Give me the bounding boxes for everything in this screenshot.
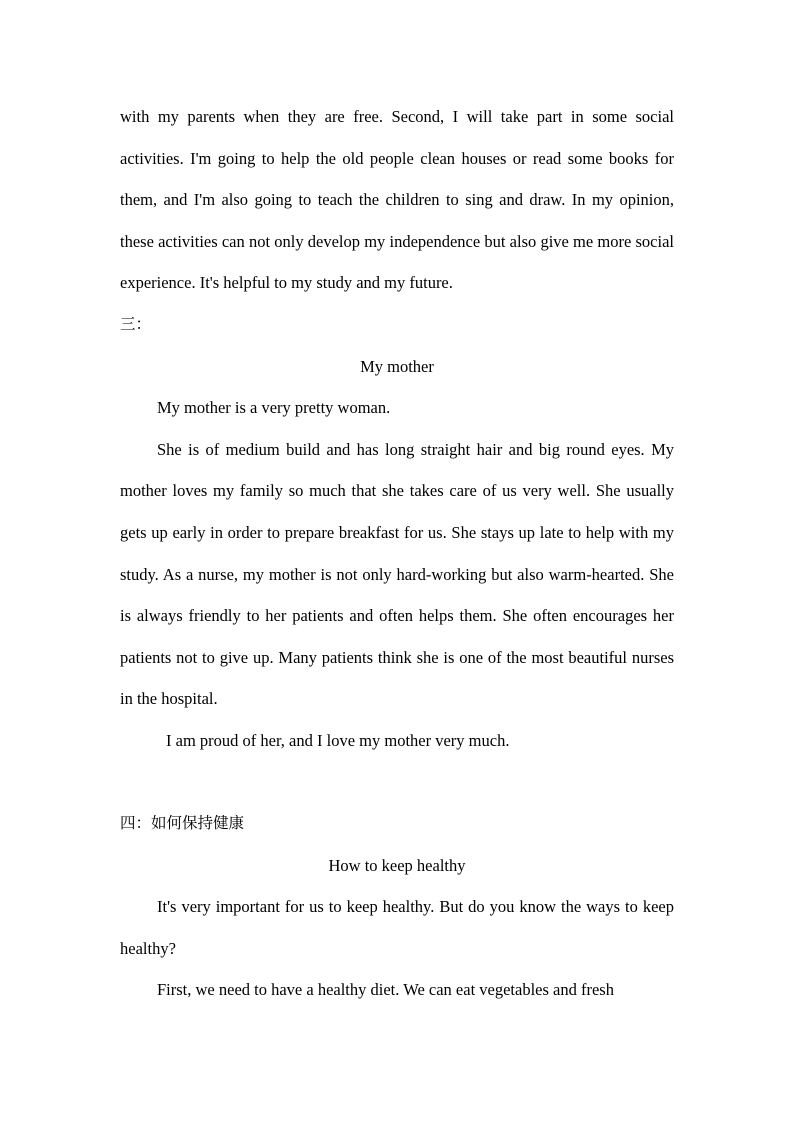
section3-paragraph-3: I am proud of her, and I love my mother very much. xyxy=(166,730,510,750)
section4-title: How to keep healthy xyxy=(328,855,466,875)
section3-title: My mother xyxy=(360,356,434,376)
section4-heading: 四：如何保持健康 xyxy=(120,814,245,833)
section2-paragraph-end: with my parents when they are free. Second, I will take part in some social activities. I'm going to help the old people clean houses or read some books for them, and I'm also going to teach the children to sing and draw. In my opinion, these activities can not only develop my independence but also give me more social experience. It's helpful to my study and my future. xyxy=(120,107,674,293)
section4-paragraph-1: It's very important for us to keep healthy. But do you know the ways to keep healthy? xyxy=(120,897,674,958)
document-body xyxy=(120,96,674,1011)
section3-paragraph-2: She is of medium build and has long straight hair and big round eyes. My mother loves my family so much that she takes care of us very well. She usually gets up early in order to prepare breakfast for us. She stays up late to help with my study. As a nurse, my mother is not only hard-working but also warm-hearted. She is always friendly to her patients and often helps them. She often encourages her patients not to give up. Many patients think she is one of the most beautiful nurses in the hospital. xyxy=(120,439,674,709)
section4-paragraph-2: First, we need to have a healthy diet. We can eat vegetables and fresh xyxy=(157,980,614,1000)
section3-heading: 三： xyxy=(120,314,152,333)
blank-line xyxy=(120,762,674,804)
section3-paragraph-1: My mother is a very pretty woman. xyxy=(157,398,391,418)
